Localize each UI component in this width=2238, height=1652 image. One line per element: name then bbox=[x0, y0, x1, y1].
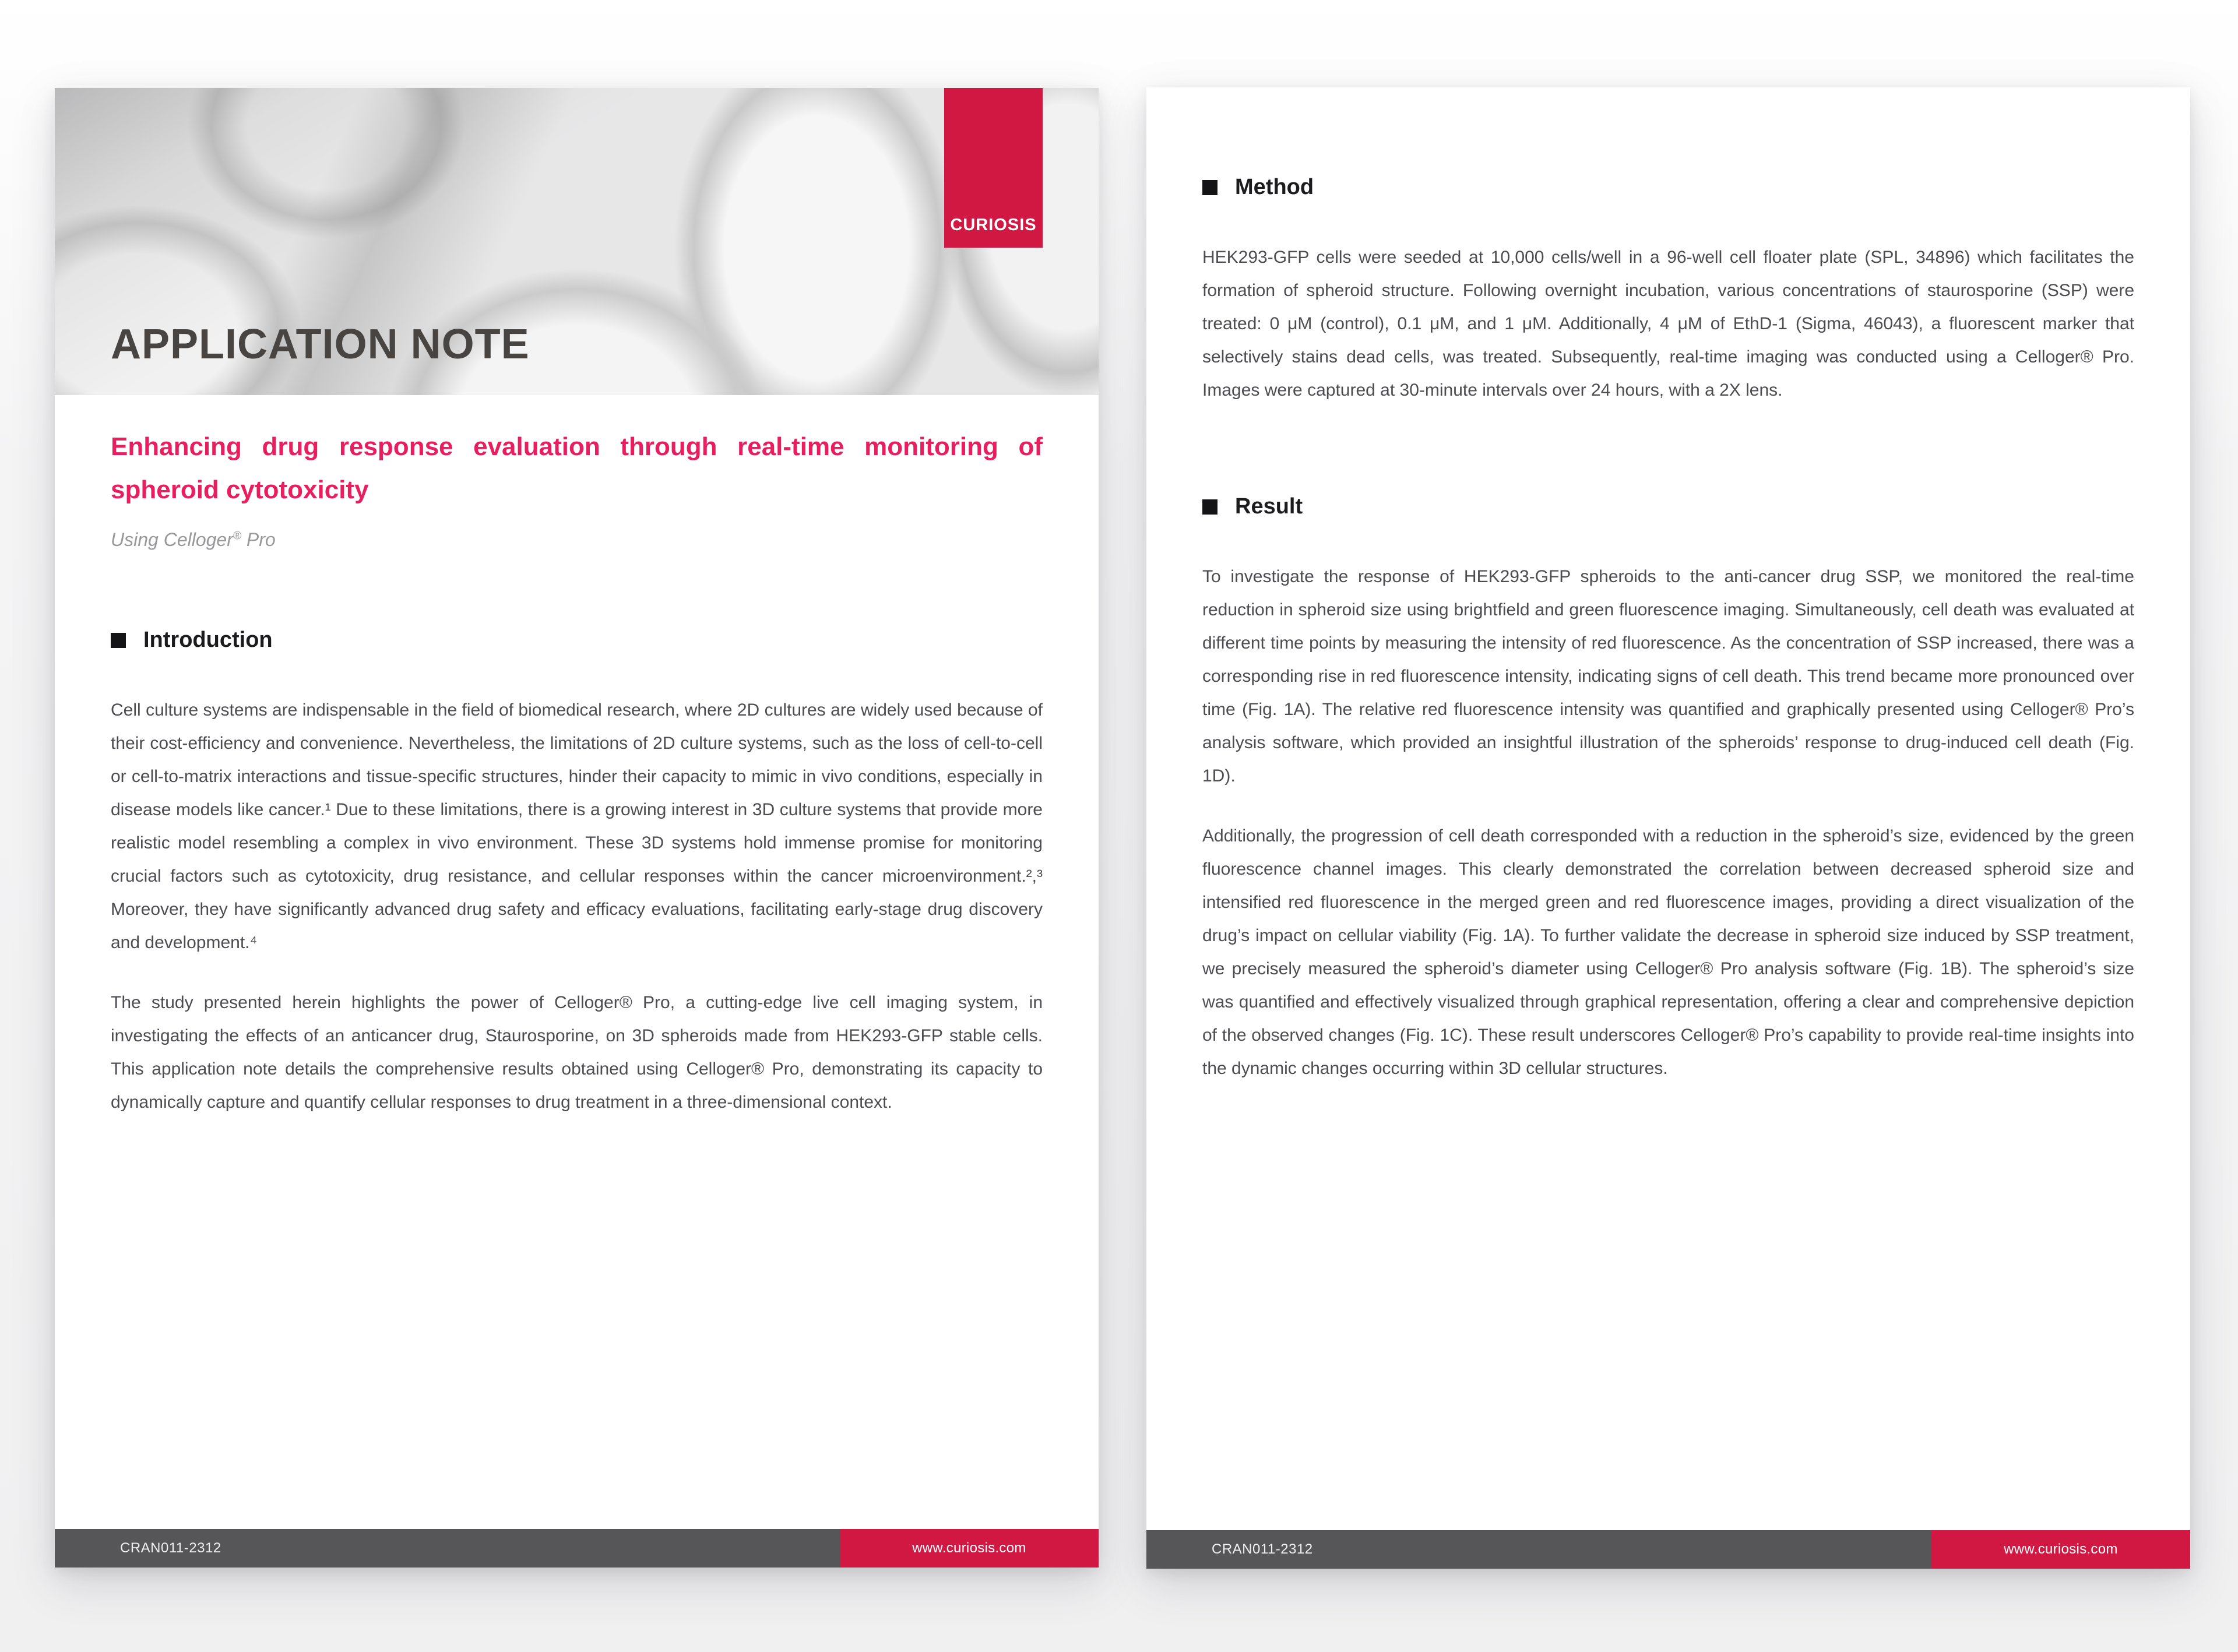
website-link[interactable]: www.curiosis.com bbox=[912, 1540, 1026, 1556]
curiosis-logo-text: CURIOSIS bbox=[950, 216, 1037, 234]
section-introduction bbox=[111, 628, 1043, 1119]
introduction-paragraph-1: Cell culture systems are indispensable in the field of biomedical research, where 2D cultures are widely used because of their cost-efficiency and convenience. Nevertheless, the limitations of 2D culture systems, such as the loss of cell-to-cell or cell-to-matrix interactions and tissue-specific structures, hinder their capacity to mimic in vivo conditions, especially in disease models like cancer.¹ Due to these limitations, there is a growing interest in 3D culture systems that provide more realistic model resembling a complex in vivo environment. These 3D systems hold immense promise for monitoring crucial factors such as cytotoxicity, drug resistance, and cellular responses within the cancer microenvironment.²,³ Moreover, they have significantly advanced drug safety and efficacy evaluations, facilitating early-stage drug discovery and development.⁴ bbox=[111, 700, 1043, 952]
hero-banner bbox=[55, 88, 1099, 395]
page-1-content bbox=[55, 425, 1099, 1119]
subtitle-text: Using Celloger bbox=[111, 529, 233, 550]
page-1 bbox=[55, 88, 1099, 1568]
subtitle-product-name: Pro bbox=[241, 529, 276, 550]
introduction-heading bbox=[111, 628, 1043, 653]
registered-trademark-mark: ® bbox=[233, 530, 242, 543]
introduction-heading-text: Introduction bbox=[143, 628, 273, 652]
website-link[interactable]: www.curiosis.com bbox=[2004, 1541, 2118, 1557]
method-heading-text: Method bbox=[1235, 175, 1314, 199]
banner-title: APPLICATION NOTE bbox=[111, 321, 530, 368]
footer-website-bar bbox=[1931, 1530, 2190, 1569]
footer-doc-id-bar bbox=[55, 1529, 840, 1568]
square-bullet-icon bbox=[1202, 499, 1217, 515]
square-bullet-icon bbox=[111, 633, 126, 648]
page-2-content bbox=[1146, 87, 2190, 1085]
square-bullet-icon bbox=[1202, 180, 1217, 195]
article-subtitle bbox=[111, 529, 1043, 551]
method-paragraph-1: HEK293-GFP cells were seeded at 10,000 cells/well in a 96-well cell floater plate (SPL, 34896) which facilitates the formation of spheroid structure. Following overnight incubation, various concentrations of staurosporine (SSP) were treated: 0 μM (control), 0.1 μM, and 1 μM. Additionally, 4 μM of EthD-1 (Sigma, 46043), a fluorescent marker that selectively stains dead cells, was treated. Subsequently, real-time imaging was conducted using a Celloger® Pro. Images were captured at 30-minute intervals over 24 hours, with a 2X lens. bbox=[1202, 248, 2134, 400]
article-title: Enhancing drug response evaluation through real-time monitoring of spheroid cytotoxicity bbox=[111, 432, 1043, 504]
introduction-paragraph-2: The study presented herein highlights the power of Celloger® Pro, a cutting-edge live cell imaging system, in investigating the effects of an anticancer drug, Staurosporine, on 3D spheroids made from HEK293-GFP stable cells. This application note details the comprehensive results obtained using Celloger® Pro, demonstrating its capacity to dynamically capture and quantify cellular responses to drug treatment in a three-dimensional context. bbox=[111, 993, 1043, 1112]
doc-id: CRAN011-2312 bbox=[1212, 1541, 1313, 1557]
page-1-footer bbox=[55, 1529, 1099, 1568]
method-heading bbox=[1202, 175, 2134, 200]
result-paragraph-2: Additionally, the progression of cell death corresponded with a reduction in the spheroid’s size, evidenced by the green fluorescence channel images. This clearly demonstrated the correlation between decreased spheroid size and intensified red fluorescence in the merged green and red fluorescence images, providing a direct visualization of the drug’s impact on cellular viability (Fig. 1A). To further validate the decrease in spheroid size induced by SSP treatment, we precisely measured the spheroid’s diameter using Celloger® Pro analysis software (Fig. 1B). The spheroid’s size was quantified and effectively visualized through graphical representation, offering a clear and comprehensive depiction of the observed changes (Fig. 1C). These result underscores Celloger® Pro’s capability to provide real-time insights into the dynamic changes occurring within 3D cellular structures. bbox=[1202, 826, 2134, 1078]
doc-id: CRAN011-2312 bbox=[120, 1540, 221, 1556]
section-method bbox=[1202, 87, 2134, 407]
curiosis-logo bbox=[944, 88, 1043, 248]
result-heading-text: Result bbox=[1235, 494, 1303, 519]
page-2-footer bbox=[1146, 1530, 2190, 1569]
footer-website-bar bbox=[840, 1529, 1099, 1568]
result-heading bbox=[1202, 494, 2134, 519]
result-paragraph-1: To investigate the response of HEK293-GFP spheroids to the anti-cancer drug SSP, we monitored the real-time reduction in spheroid size using brightfield and green fluorescence imaging. Simultaneously, cell death was evaluated at different time points by measuring the intensity of red fluorescence. As the concentration of SSP increased, there was a corresponding rise in red fluorescence intensity, indicating signs of cell death. This trend became more pronounced over time (Fig. 1A). The relative red fluorescence intensity was quantified and graphically presented using Celloger® Pro’s analysis software, which provided an insightful illustration of the spheroids’ response to drug-induced cell death (Fig. 1D). bbox=[1202, 567, 2134, 786]
page-2 bbox=[1146, 87, 2190, 1569]
footer-doc-id-bar bbox=[1146, 1530, 1931, 1569]
section-result bbox=[1202, 494, 2134, 1085]
